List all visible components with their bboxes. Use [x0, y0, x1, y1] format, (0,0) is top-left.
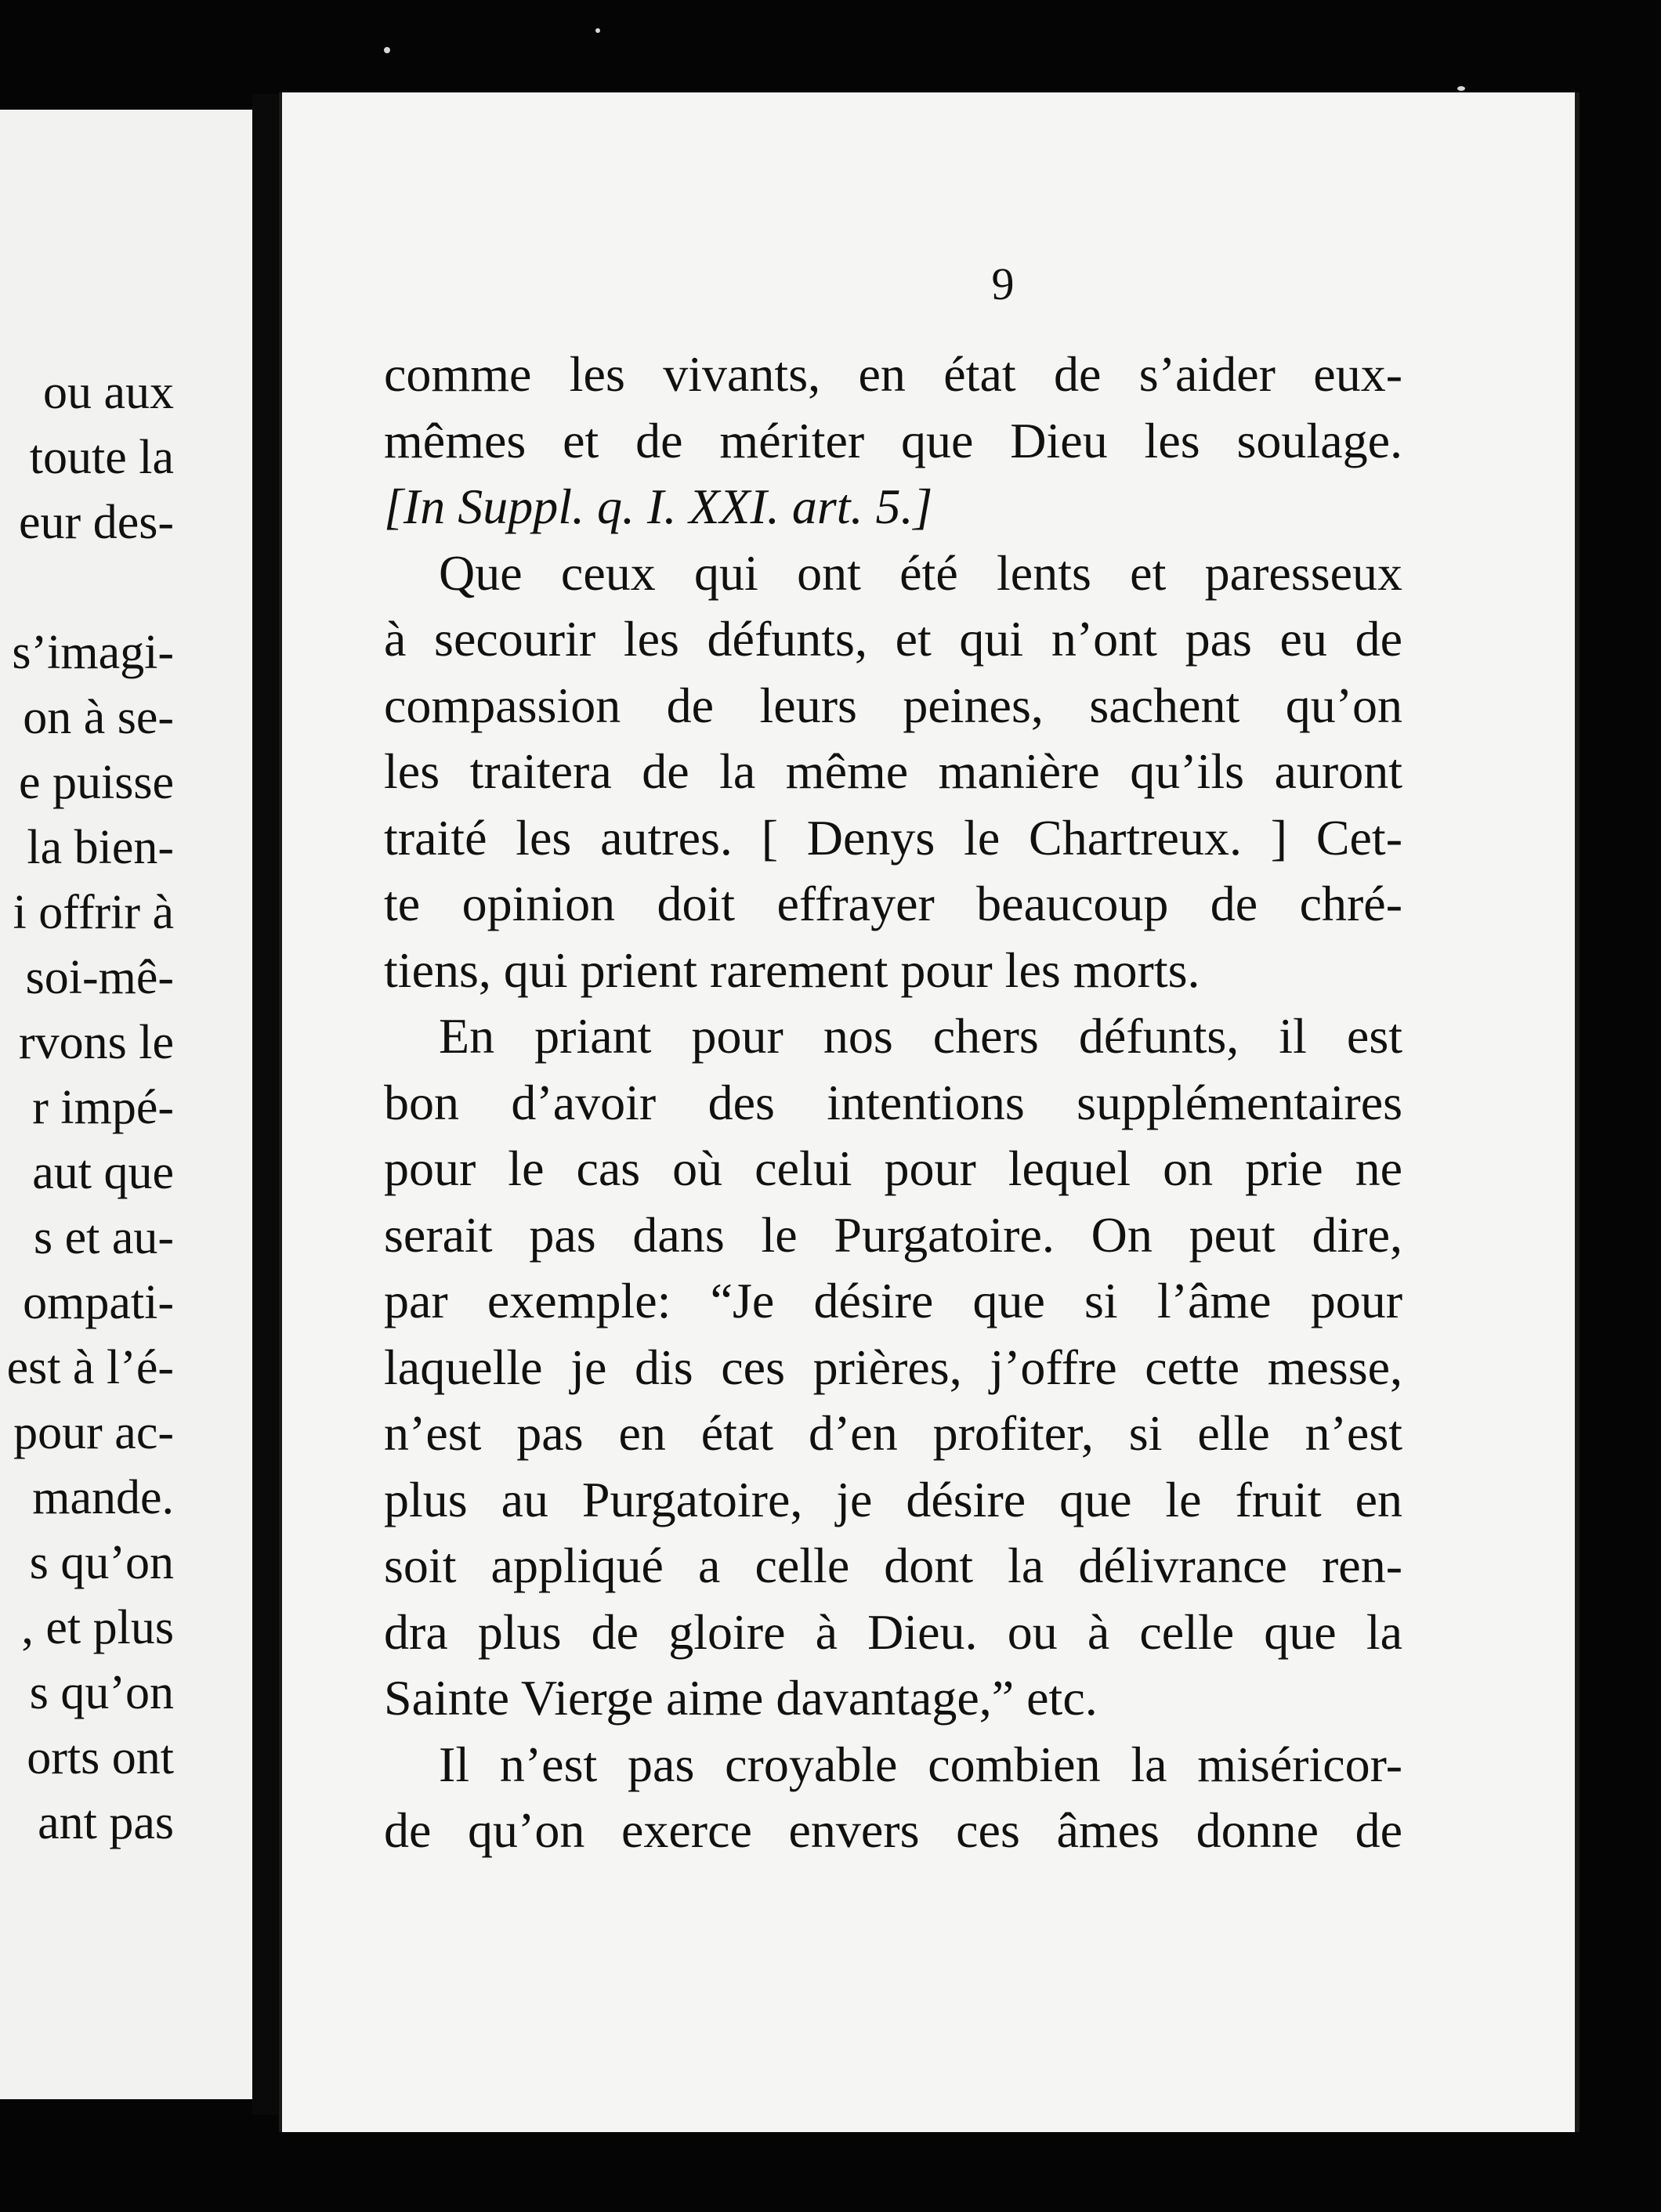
text-line: les traitera de la même manière qu’ils auront	[384, 743, 1402, 799]
text-line: de qu’on exerce envers ces âmes donne de	[384, 1802, 1402, 1858]
text-line: bon d’avoir des intentions supplémentaires	[384, 1074, 1402, 1130]
text-line: dra plus de gloire à Dieu. ou à celle que la	[384, 1603, 1402, 1660]
left-line: s et au-	[33, 1211, 174, 1264]
text-line: à secourir les défunts, et qui n’ont pas eu de	[384, 611, 1402, 667]
left-line: s qu’on	[29, 1666, 174, 1719]
text-line: Il n’est pas croyable combien la miséricor-	[439, 1736, 1402, 1792]
paragraph	[384, 540, 1402, 1004]
left-line: s qu’on	[29, 1536, 174, 1589]
scan-speck	[1457, 86, 1465, 91]
page-number: 9	[991, 258, 1015, 309]
scan-speck	[384, 47, 390, 53]
paragraph	[384, 1732, 1402, 1864]
text-line: pour le cas où celui pour lequel on prie ne	[384, 1140, 1402, 1196]
text-line: Que ceux qui ont été lents et paresseux	[439, 544, 1402, 601]
text-line: Sainte Vierge aime davantage,” etc.	[384, 1670, 1098, 1726]
text-line: compassion de leurs peines, sachent qu’on	[384, 677, 1402, 733]
book-gutter	[252, 94, 279, 2115]
left-line	[7, 555, 174, 620]
scan-speck	[595, 28, 600, 33]
citation-reference: [In Suppl. q. I. XXI. art. 5.]	[384, 479, 933, 534]
left-line: eur des-	[19, 496, 174, 549]
left-line: ou aux	[42, 366, 174, 419]
left-line: est à l’é-	[6, 1341, 174, 1394]
left-line: la bien-	[27, 821, 174, 874]
text-line: traité les autres. [ Denys le Chartreux. ] Cet-	[384, 809, 1402, 866]
left-line: pour ac-	[13, 1406, 174, 1459]
text-line: serait pas dans le Purgatoire. On peut dire,	[384, 1206, 1402, 1263]
left-line: ompati-	[23, 1276, 174, 1329]
left-line: rvons le	[18, 1016, 174, 1069]
left-line: r impé-	[32, 1081, 174, 1134]
left-line: aut que	[32, 1146, 174, 1199]
text-line: plus au Purgatoire, je désire que le fruit en	[384, 1471, 1402, 1527]
left-line: , et plus	[21, 1601, 174, 1654]
text-line: par exemple: “Je désire que si l’âme pour	[384, 1273, 1402, 1328]
left-line: mande.	[32, 1471, 174, 1524]
left-page	[0, 110, 255, 2099]
text-line: n’est pas en état d’en profiter, si elle n’est	[384, 1405, 1402, 1461]
text-line: tiens, qui prient rarement pour les morts.	[384, 942, 1200, 998]
paragraph	[384, 342, 1402, 540]
left-line: e puisse	[18, 756, 174, 809]
text-line: laquelle je dis ces prières, j’offre cette messe,	[384, 1339, 1402, 1395]
left-page-text	[7, 360, 174, 1856]
left-line: ant pas	[38, 1796, 174, 1849]
right-page	[279, 92, 1580, 2132]
left-line: toute la	[29, 431, 174, 484]
left-line: orts ont	[27, 1731, 174, 1784]
paragraph	[384, 1003, 1402, 1732]
text-line: te opinion doit effrayer beaucoup de chré-	[384, 876, 1402, 931]
left-line: i offrir à	[13, 886, 174, 939]
left-line: on à se-	[23, 691, 174, 744]
left-line: s’imagi-	[12, 626, 174, 679]
left-line: soi-mê-	[25, 951, 174, 1004]
page-body	[384, 342, 1402, 1864]
text-line: soit appliqué a celle dont la délivrance ren-	[384, 1538, 1402, 1593]
text-line: mêmes et de mériter que Dieu les soulage.	[384, 412, 1402, 468]
text-line: En priant pour nos chers défunts, il est	[439, 1008, 1402, 1064]
text-line: comme les vivants, en état de s’aider eux-	[384, 346, 1402, 402]
